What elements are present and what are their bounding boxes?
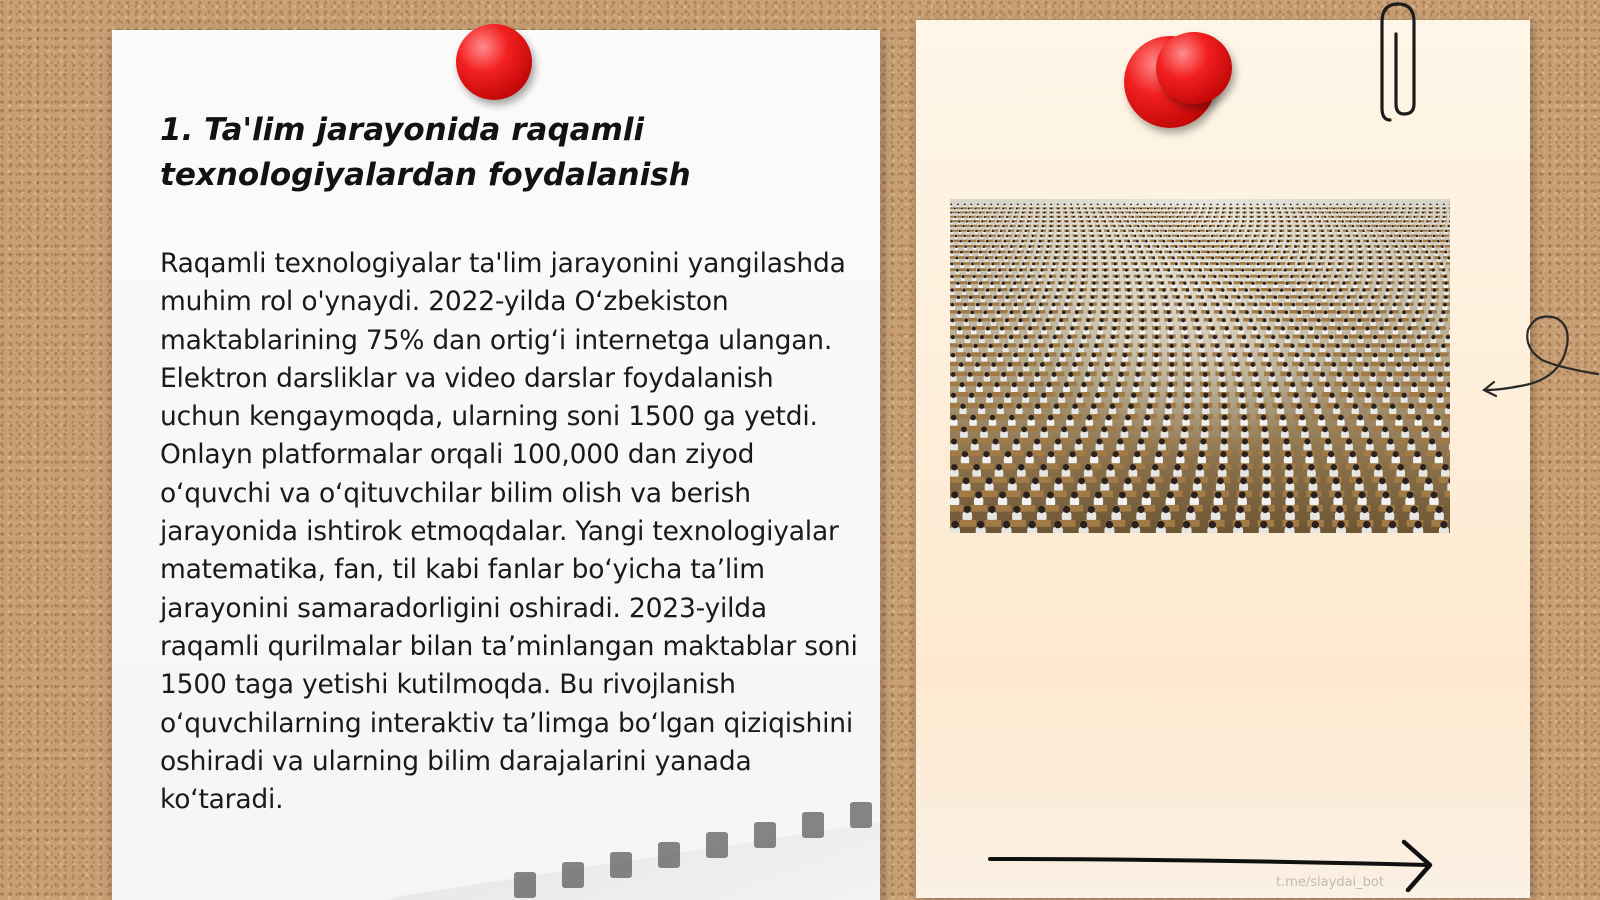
swirl-arrow-icon — [1480, 310, 1600, 410]
slide-title: 1. Ta'lim jarayonida raqamli texnologiyalardan foydalanish — [160, 112, 691, 193]
slide-body-text: Raqamli texnologiyalar ta'lim jarayonini yangilashda muhim rol o'ynaydi. 2022-yilda O‘zbekiston maktablarining 75% dan ortig‘i internetga ulangan. Elektron darsliklar va video darslar foydalanish uchun kengaymoqda, ularning soni 1500 ga yetdi. Onlayn platformalar orqali 100,000 dan ziyod o‘quvchi va o‘qituvchilar bilim olish va berish jarayonida ishtirok etmoqdalar. Yangi texnologiyalar matematika, fan, til kabi fanlar bo‘yicha ta’lim jarayonini samaradorligini oshiradi. 2023-yilda raqamli qurilmalar bilan ta’minlangan maktablar soni 1500 taga yetishi kutilmoqda. Bu rivojlanish o‘quvchilarning interaktiv ta’limga bo‘lgan qiziqishini oshiradi va ularning bilim darajalarini yanada ko‘taradi. — [160, 248, 858, 816]
watermark-text: t.me/slaydai_bot — [1276, 875, 1384, 890]
exam-hall-illustration — [950, 199, 1450, 533]
exam-hall-photo — [950, 199, 1450, 533]
push-pin-icon — [1156, 32, 1232, 104]
push-pin-icon — [456, 24, 532, 100]
paperclip-icon — [1378, 0, 1422, 126]
torn-paper-holes — [310, 800, 870, 900]
left-note-paper — [112, 30, 880, 900]
